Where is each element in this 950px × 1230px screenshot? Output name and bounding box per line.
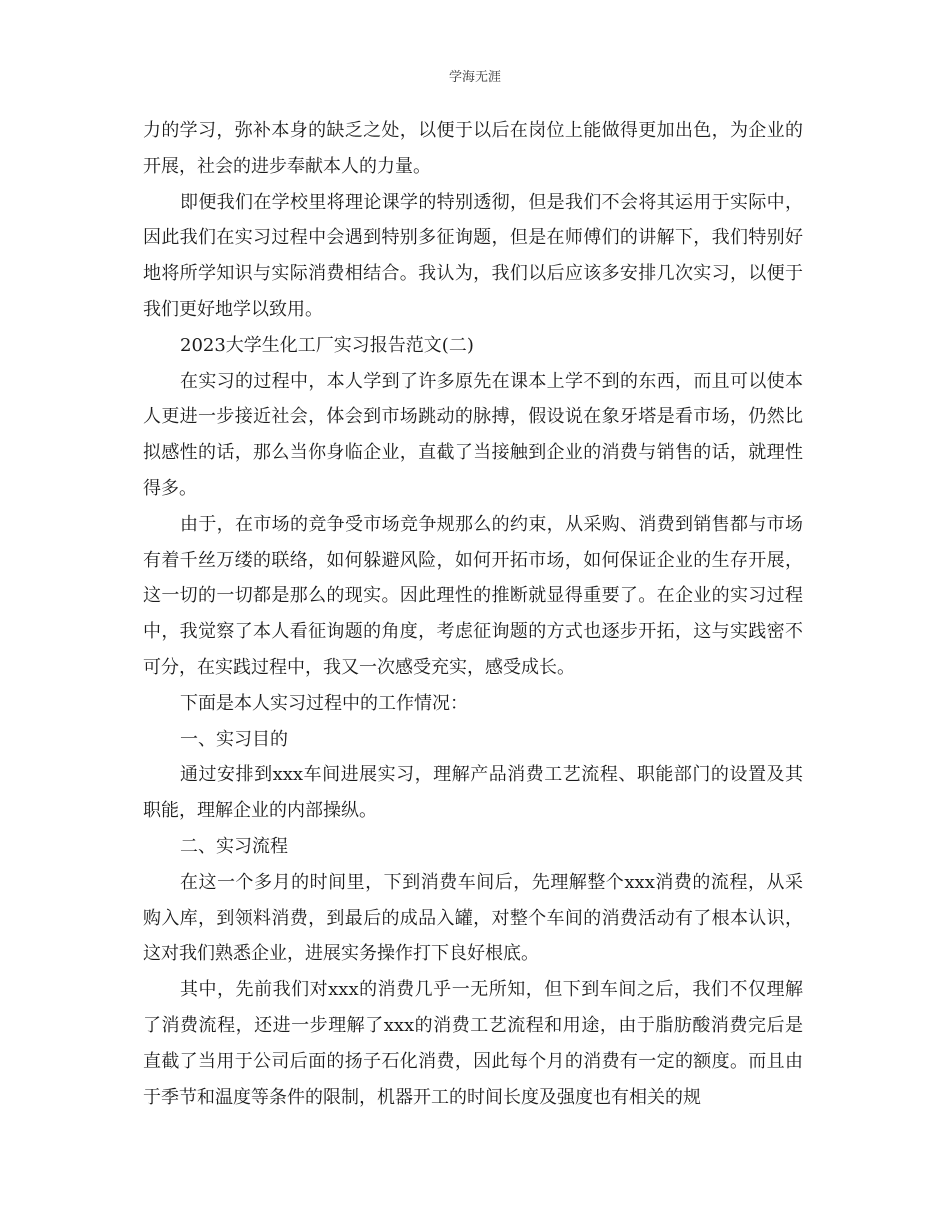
paragraph: 即便我们在学校里将理论课学的特别透彻，但是我们不会将其运用于实际中，因此我们在实习过程中会遇到特别多征询题，但是在师傅们的讲解下，我们特别好地将所学知识与实际消费相结合。我认为，我们以后应该多安排几次实习，以便于我们更好地学以致用。 <box>143 191 803 320</box>
paragraph: 力的学习，弥补本身的缺乏之处，以便于以后在岗位上能做得更加出色，为企业的开展，社会的进步奉献本人的力量。 <box>143 120 803 177</box>
paragraph: 由于，在市场的竞争受市场竞争规那么的约束，从采购、消费到销售都与市场有着千丝万缕的联络，如何躲避风险，如何开拓市场，如何保证企业的生存开展，这一切的一切都是那么的现实。因此理性的推断就显得重要了。在企业的实习过程中，我觉察了本人看征询题的角度，考虑征询题的方式也逐步开拓，这与实践密不可分，在实践过程中，我又一次感受充实，感受成长。 <box>143 513 803 678</box>
document-body <box>143 113 803 1115</box>
section-title: 2023大学生化工厂实习报告范文(二) <box>180 334 474 356</box>
paragraph: 在实习的过程中，本人学到了许多原先在课本上学不到的东西，而且可以使本人更进一步接近社会，体会到市场跳动的脉搏，假设说在象牙塔是看市场，仍然比拟感性的话，那么当你身临企业，直截了当接触到企业的消费与销售的话，就理性得多。 <box>143 370 803 499</box>
section-heading: 一、实习目的 <box>180 728 288 750</box>
paragraph: 其中，先前我们对xxx的消费几乎一无所知，但下到车间之后，我们不仅理解了消费流程，还进一步理解了xxx的消费工艺流程和用途，由于脂肪酸消费完后是直截了当用于公司后面的扬子石化消费，因此每个月的消费有一定的额度。而且由于季节和温度等条件的限制，机器开工的时间长度及强度也有相关的规 <box>143 979 803 1108</box>
page-header: 学海无涯 <box>448 70 501 85</box>
paragraph: 在这一个多月的时间里，下到消费车间后，先理解整个xxx消费的流程，从采购入库，到领料消费，到最后的成品入罐，对整个车间的消费活动有了根本认识，这对我们熟悉企业，进展实务操作打下良好根底。 <box>143 871 803 965</box>
paragraph: 下面是本人实习过程中的工作情况： <box>180 692 468 714</box>
paragraph: 通过安排到xxx车间进展实习，理解产品消费工艺流程、职能部门的设置及其职能，理解企业的内部操纵。 <box>143 764 803 822</box>
section-heading: 二、实习流程 <box>180 835 288 857</box>
